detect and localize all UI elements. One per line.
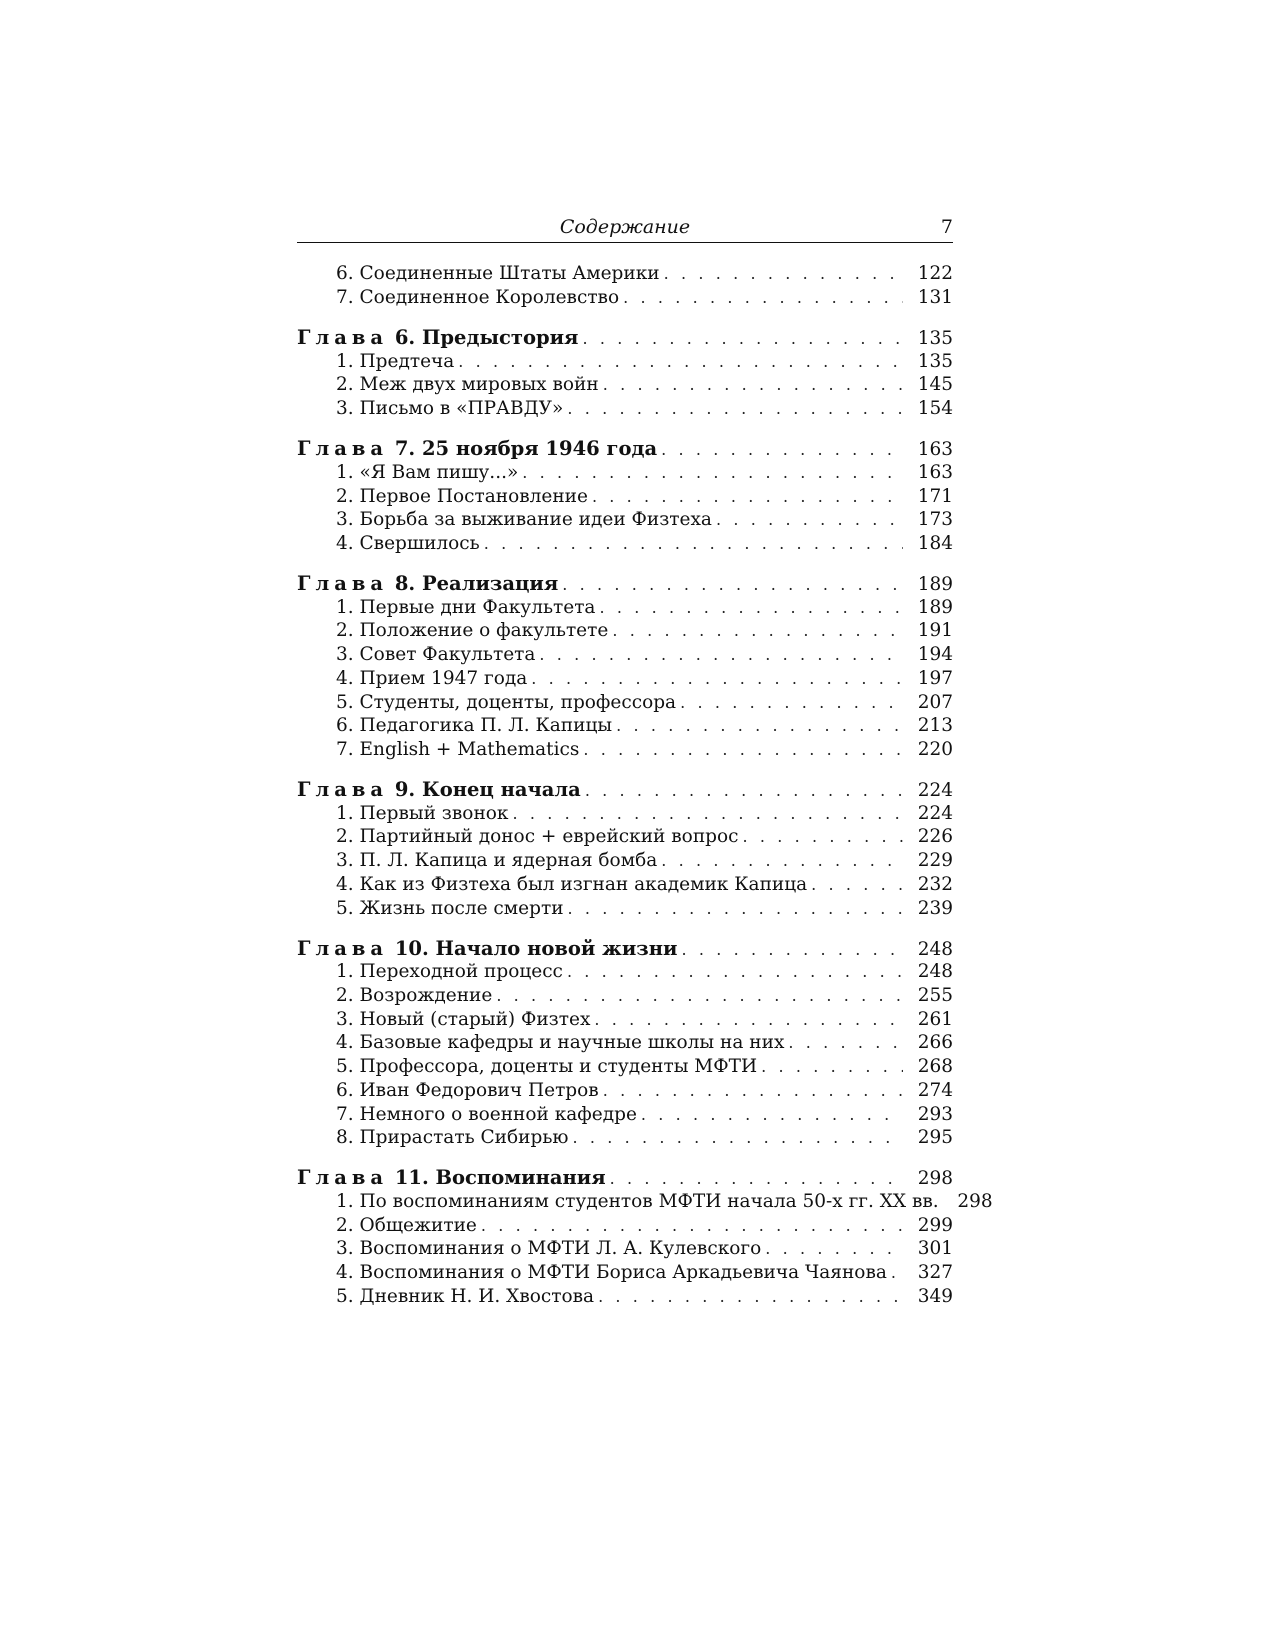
toc-entry-page: 248 [917,961,953,983]
toc-entry-page: 145 [917,374,953,396]
toc-entry-page: 131 [917,286,953,308]
toc-entry-label: 2. Первое Постановление [336,485,588,507]
dot-leader [585,779,903,803]
dot-leader [680,691,903,715]
chapter-title: 8. Реализация [394,572,559,596]
toc-entry[interactable] [297,373,953,397]
toc-entry-page: 226 [917,826,953,848]
dot-leader [582,327,903,351]
toc-entry-page: 194 [917,644,953,666]
chapter-prefix: Глава [297,437,389,461]
toc-entry[interactable] [297,691,953,715]
toc-entry[interactable] [297,1126,953,1150]
toc-entry-label: 2. Партийный донос + еврейский вопрос [336,826,739,848]
toc-entry-page: 255 [917,985,953,1007]
toc-entry-label: 6. Педагогика П. Л. Капицы [336,715,613,737]
dot-leader [484,532,903,556]
toc-entry[interactable] [297,619,953,643]
toc-entry[interactable] [297,849,953,873]
running-title: Содержание [559,216,691,238]
toc-entry[interactable] [297,1237,953,1261]
toc-entry-label: 3. Новый (старый) Физтех [336,1008,591,1030]
dot-leader [522,461,903,485]
toc-entry-label: 5. Жизнь после смерти [336,897,564,919]
dot-leader [641,1103,903,1127]
toc-entry-label: 4. Как из Физтеха был изгнан академик Капица [336,873,808,895]
chapter-prefix: Глава [297,325,389,349]
dot-leader [661,849,903,873]
dot-leader [592,485,903,509]
dot-leader [599,596,903,620]
dot-leader [567,960,903,984]
chapter-prefix: Глава [297,936,389,960]
toc-entry[interactable] [297,1285,953,1309]
dot-leader [539,643,903,667]
chapter-page: 248 [917,938,953,960]
chapter-title: 10. Начало новой жизни [394,936,678,960]
chapter-heading[interactable] [297,937,953,961]
toc-entry-label: 1. Первый звонок [336,802,509,824]
chapter-heading[interactable] [297,1166,953,1190]
toc-entry[interactable] [297,596,953,620]
dot-leader [811,873,903,897]
toc-entry-page: 135 [917,350,953,372]
toc-entry-label: 3. П. Л. Капица и ядерная бомба [336,850,658,872]
dot-leader [623,286,903,310]
dot-leader [891,1261,903,1285]
dot-leader [664,262,903,286]
chapter-heading[interactable] [297,572,953,596]
toc-entry-label: 2. Меж двух мировых войн [336,374,599,396]
dot-leader [598,1285,903,1309]
toc-entry[interactable] [297,1103,953,1127]
toc-entry-label: 4. Воспоминания о МФТИ Бориса Аркадьевича Чаянова [336,1262,887,1284]
dot-leader [612,619,903,643]
toc-entry-label: 4. Прием 1947 года [336,667,528,689]
dot-leader [603,373,903,397]
toc-entry-label: 3. Борьба за выживание идеи Физтеха [336,509,712,531]
table-of-contents [297,262,993,1309]
chapter-prefix: Глава [297,778,389,802]
toc-entry-page: 220 [917,738,953,760]
toc-entry[interactable] [297,286,953,310]
dot-leader [562,573,903,597]
toc-entry[interactable] [297,262,953,286]
toc-entry-page: 293 [917,1103,953,1125]
toc-entry-label: 7. Немного о военной кафедре [336,1103,637,1125]
toc-entry-label: 5. Профессора, доценты и студенты МФТИ [336,1056,758,1078]
toc-entry-page: 154 [917,397,953,419]
toc-entry[interactable] [297,350,953,374]
toc-entry[interactable] [297,1008,953,1032]
toc-entry-page: 349 [917,1285,953,1307]
toc-entry[interactable] [297,714,953,738]
toc-entry-label: 1. Первые дни Факультета [336,596,596,618]
toc-entry[interactable] [297,643,953,667]
toc-entry-label: 1. Предтеча [336,350,455,372]
toc-entry[interactable] [297,485,953,509]
dot-leader [610,1167,903,1191]
chapter-prefix: Глава [297,572,389,596]
dot-leader [682,938,904,962]
toc-entry-label: 2. Положение о факультете [336,620,609,642]
toc-entry-page: 298 [957,1191,993,1213]
chapter-heading[interactable] [297,778,953,802]
toc-entry-label: 1. «Я Вам пишу...» [336,461,519,483]
chapter-page: 224 [917,780,953,802]
dot-leader [512,802,903,826]
dot-leader [568,897,903,921]
toc-entry-page: 224 [917,802,953,824]
toc-entry-page: 295 [917,1127,953,1149]
toc-entry[interactable] [297,1261,953,1285]
toc-entry-label: 1. Переходной процесс [336,961,563,983]
dot-leader [458,350,903,374]
toc-entry-label: 2. Возрождение [336,985,493,1007]
toc-entry[interactable] [297,738,953,762]
toc-entry-page: 207 [917,691,953,713]
running-header [297,216,953,243]
chapter-prefix: Глава [297,1166,389,1190]
toc-entry-page: 327 [917,1262,953,1284]
toc-entry-label: 5. Студенты, доценты, профессора [336,691,677,713]
toc-entry-label: 6. Соединенные Штаты Америки [336,263,660,284]
toc-entry-page: 163 [917,461,953,483]
chapter-title: 6. Предыстория [394,325,579,349]
toc-entry-label: 4. Базовые кафедры и научные школы на них [336,1032,785,1054]
toc-entry-page: 184 [917,532,953,554]
toc-entry[interactable] [297,825,953,849]
dot-leader [788,1031,903,1055]
dot-leader [573,1126,904,1150]
toc-entry[interactable] [297,984,953,1008]
toc-entry-label: 5. Дневник Н. И. Хвостова [336,1285,595,1307]
dot-leader [583,738,903,762]
toc-entry-label: 2. Общежитие [336,1214,477,1236]
toc-entry[interactable] [297,1079,953,1103]
toc-entry-label: 7. English + Mathematics [336,738,580,760]
toc-entry-label: 3. Совет Факультета [336,644,536,666]
toc-entry[interactable] [297,667,953,691]
dot-leader [496,984,903,1008]
dot-leader [594,1008,903,1032]
toc-entry-label: 8. Прирастать Сибирью [336,1127,569,1149]
toc-entry[interactable] [297,461,953,485]
toc-entry-page: 197 [917,667,953,689]
chapter-title: 11. Воспоминания [394,1166,606,1190]
toc-entry-page: 122 [917,263,953,284]
chapter-page: 135 [917,327,953,349]
dot-leader [761,1055,903,1079]
toc-entry[interactable] [297,802,953,826]
toc-entry-page: 189 [917,596,953,618]
toc-entry[interactable] [297,1031,953,1055]
toc-entry-page: 266 [917,1032,953,1054]
chapter-heading[interactable] [297,326,953,350]
dot-leader [616,714,903,738]
page-number: 7 [940,216,953,238]
dot-leader [567,397,903,421]
dot-leader [743,825,904,849]
toc-entry-label: 6. Иван Федорович Петров [336,1079,599,1101]
toc-entry-page: 232 [917,873,953,895]
chapter-page: 298 [917,1168,953,1190]
toc-entry[interactable] [297,1055,953,1079]
toc-entry[interactable] [297,1214,953,1238]
toc-entry-label: 3. Воспоминания о МФТИ Л. А. Кулевского [336,1238,762,1260]
dot-leader [603,1079,903,1103]
toc-entry[interactable] [297,1190,993,1214]
toc-entry-page: 274 [917,1079,953,1101]
toc-entry[interactable] [297,397,953,421]
dot-leader [765,1237,903,1261]
dot-leader [481,1214,903,1238]
chapter-title: 9. Конец начала [394,778,581,802]
dot-leader [716,508,903,532]
toc-entry-page: 239 [917,897,953,919]
toc-entry-page: 191 [917,620,953,642]
toc-entry-page: 301 [917,1238,953,1260]
toc-entry-page: 268 [917,1056,953,1078]
toc-entry-label: 7. Соединенное Королевство [336,286,620,308]
toc-entry[interactable] [297,873,953,897]
chapter-title: 7. 25 ноября 1946 года [394,437,658,461]
toc-entry-page: 229 [917,850,953,872]
toc-entry-page: 213 [917,715,953,737]
toc-entry-label: 1. По воспоминаниям студентов МФТИ начала 50-х гг. XX вв. [336,1191,939,1213]
dot-leader [531,667,903,691]
toc-entry[interactable] [297,508,953,532]
toc-entry[interactable] [297,960,953,984]
toc-entry[interactable] [297,532,953,556]
toc-entry-label: 4. Свершилось [336,532,480,554]
chapter-page: 189 [917,574,953,596]
toc-entry[interactable] [297,897,953,921]
toc-entry-page: 261 [917,1008,953,1030]
dot-leader [661,438,903,462]
chapter-page: 163 [917,439,953,461]
chapter-heading[interactable] [297,437,953,461]
toc-entry-page: 299 [917,1214,953,1236]
toc-entry-page: 173 [917,509,953,531]
toc-entry-label: 3. Письмо в «ПРАВДУ» [336,397,564,419]
toc-entry-page: 171 [917,485,953,507]
